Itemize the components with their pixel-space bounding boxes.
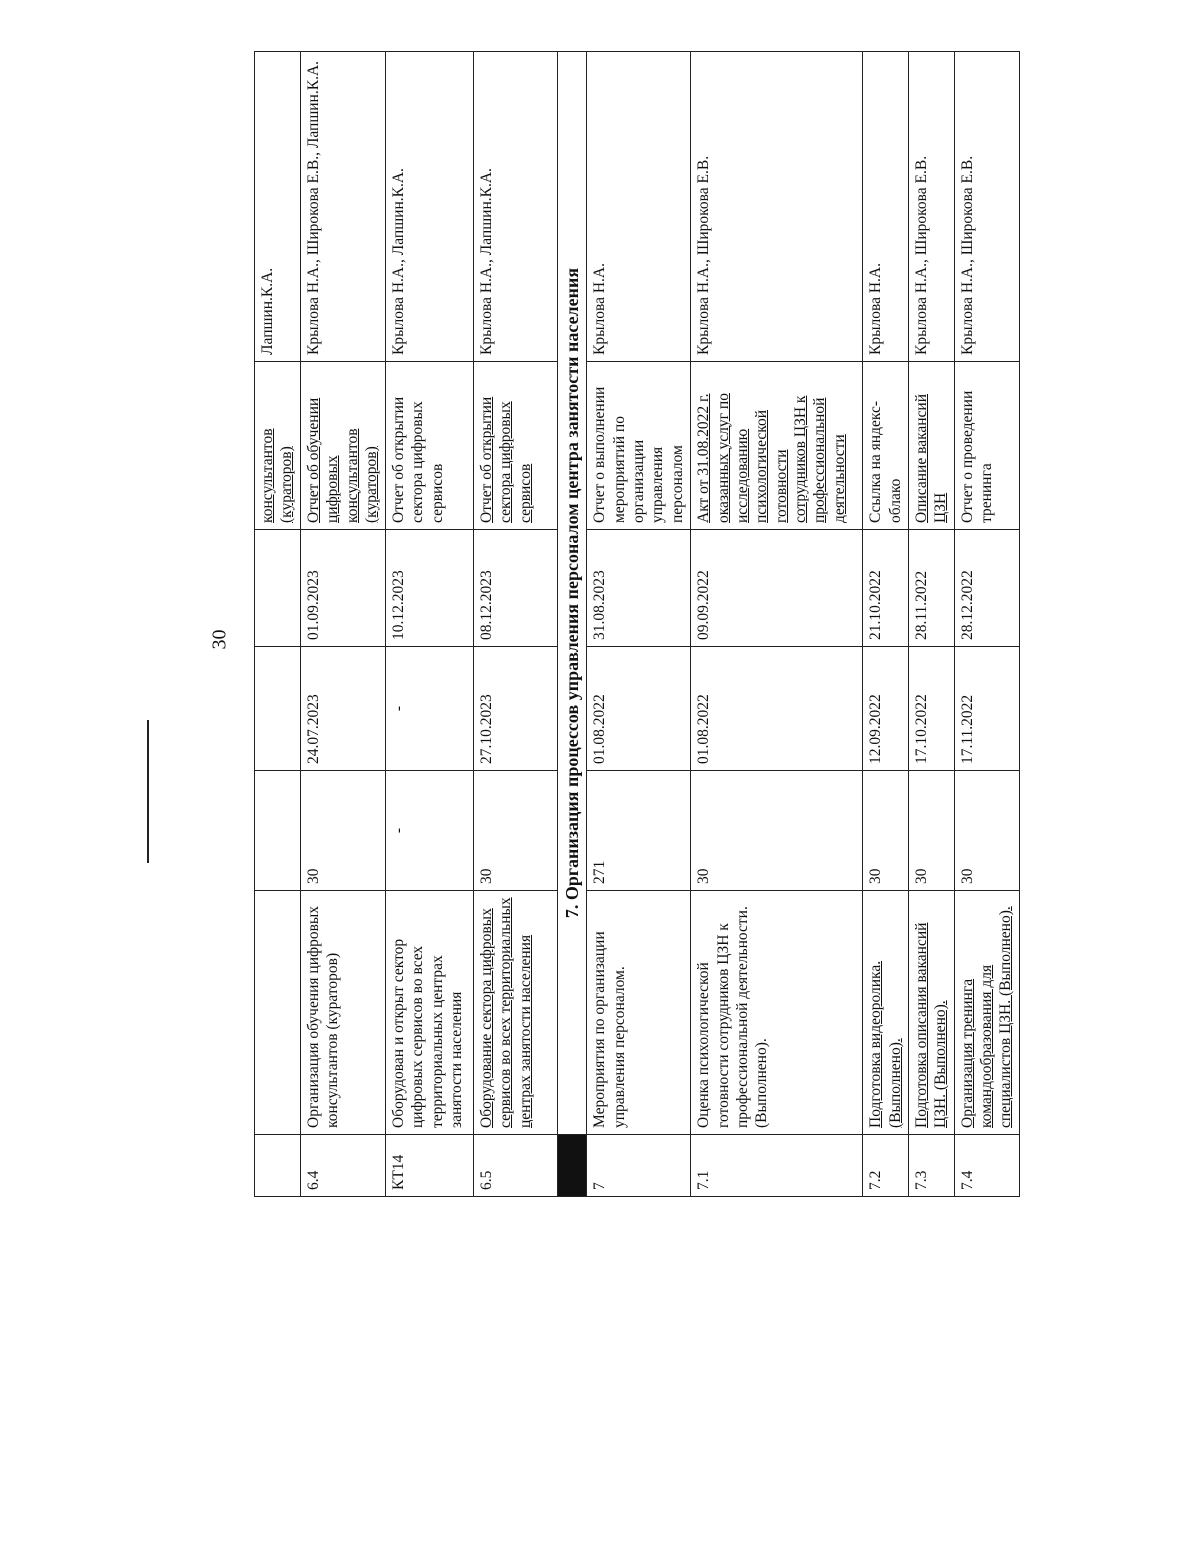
cell-owner: Крылова Н.А.: [863, 52, 909, 362]
cell-end: 01.09.2023: [300, 530, 385, 647]
table-row: [300, 52, 385, 1197]
cell-end: 10.12.2023: [385, 530, 473, 647]
cell-labor: -: [385, 771, 473, 891]
cell-end: [255, 530, 301, 647]
cell-task: Подготовка описания вакансий ЦЗН. (Выполнено).: [908, 891, 954, 1135]
cell-owner: Крылова Н.А.: [587, 52, 691, 362]
cell-task: Оборудование сектора цифровых сервисов во всех территориальных центрах занятости населения: [473, 891, 557, 1135]
cell-owner: Крылова Н.А., Широкова Е.В.: [691, 52, 863, 362]
table-row: [863, 52, 909, 1197]
cell-id: 7: [587, 1135, 691, 1197]
cell-owner: Крылова Н.А., Лапшин.К.А.: [473, 52, 557, 362]
section-row: [557, 52, 587, 1197]
cell-task: Оценка психологической готовности сотрудников ЦЗН к профессиональной деятельности. (Выполнено).: [691, 891, 863, 1135]
cell-labor: 30: [954, 771, 1019, 891]
cell-owner: Крылова Н.А., Широкова Е.В., Лапшин.К.А.: [300, 52, 385, 362]
table-row: [255, 52, 301, 1197]
cell-result: консультантов (кураторов): [255, 362, 301, 530]
cell-task: Мероприятия по организации управления персоналом.: [587, 891, 691, 1135]
cell-start: -: [385, 647, 473, 771]
cell-task: Оборудован и открыт сектор цифровых сервисов во всех территориальных центрах занятости населения: [385, 891, 473, 1135]
table-row: [385, 52, 473, 1197]
cell-owner: Крылова Н.А., Широкова Е.В.: [954, 52, 1019, 362]
cell-start: 01.08.2022: [691, 647, 863, 771]
cell-end: 31.08.2023: [587, 530, 691, 647]
table-row: [473, 52, 557, 1197]
cell-owner: Крылова Н.А., Лапшин.К.А.: [385, 52, 473, 362]
cell-owner: Крылова Н.А., Широкова Е.В.: [908, 52, 954, 362]
cell-end: 28.11.2022: [908, 530, 954, 647]
cell-task: Подготовка видеоролика. (Выполнено).: [863, 891, 909, 1135]
cell-id: 6.5: [473, 1135, 557, 1197]
cell-id: 7.4: [954, 1135, 1019, 1197]
cell-result: Отчет о проведении тренинга: [954, 362, 1019, 530]
cell-labor: 30: [908, 771, 954, 891]
cell-start: 12.09.2022: [863, 647, 909, 771]
cell-start: 24.07.2023: [300, 647, 385, 771]
cell-start: 27.10.2023: [473, 647, 557, 771]
cell-labor: 30: [691, 771, 863, 891]
plan-table: [254, 51, 1020, 1197]
rotated-table-wrapper: [254, 52, 1015, 1197]
table-row: [908, 52, 954, 1197]
cell-labor: 30: [863, 771, 909, 891]
cell-labor: [255, 771, 301, 891]
margin-rule: [147, 720, 149, 863]
section-marker: [557, 1135, 587, 1197]
cell-id: 7.1: [691, 1135, 863, 1197]
cell-task: Организация тренинга командообразования для специалистов ЦЗН. (Выполнено).: [954, 891, 1019, 1135]
cell-labor: 30: [300, 771, 385, 891]
section-heading: 7. Организация процессов управления персоналом центра занятости населения: [557, 52, 587, 1135]
cell-start: 17.10.2022: [908, 647, 954, 771]
cell-id: 7.2: [863, 1135, 909, 1197]
cell-result: Акт от 31.08.2022 г. оказанных услуг по исследованию психологической готовности сотрудников ЦЗН к профессиональной деятельности: [691, 362, 863, 530]
page-number: 30: [208, 629, 231, 650]
cell-id: [255, 1135, 301, 1197]
cell-start: [255, 647, 301, 771]
cell-task: [255, 891, 301, 1135]
table-row: [954, 52, 1019, 1197]
cell-result: Ссылка на яндекс-облако: [863, 362, 909, 530]
cell-id: КТ14: [385, 1135, 473, 1197]
cell-result: Отчет об открытии сектора цифровых сервисов: [385, 362, 473, 530]
cell-result: Отчет о выполнении мероприятий по организации управления персоналом: [587, 362, 691, 530]
cell-task: Организация обучения цифровых консультантов (кураторов): [300, 891, 385, 1135]
cell-start: 01.08.2022: [587, 647, 691, 771]
table-row: [691, 52, 863, 1197]
cell-labor: 30: [473, 771, 557, 891]
table-row: [587, 52, 691, 1197]
cell-labor: 271: [587, 771, 691, 891]
cell-end: 21.10.2022: [863, 530, 909, 647]
cell-result: Отчет об открытии сектора цифровых сервисов: [473, 362, 557, 530]
cell-end: 09.09.2022: [691, 530, 863, 647]
cell-id: 6.4: [300, 1135, 385, 1197]
cell-start: 17.11.2022: [954, 647, 1019, 771]
cell-end: 28.12.2022: [954, 530, 1019, 647]
cell-result: Отчет об обучении цифровых консультантов (кураторов): [300, 362, 385, 530]
cell-result: Описание вакансий ЦЗН: [908, 362, 954, 530]
cell-owner: Лапшин.К.А.: [255, 52, 301, 362]
cell-id: 7.3: [908, 1135, 954, 1197]
cell-end: 08.12.2023: [473, 530, 557, 647]
